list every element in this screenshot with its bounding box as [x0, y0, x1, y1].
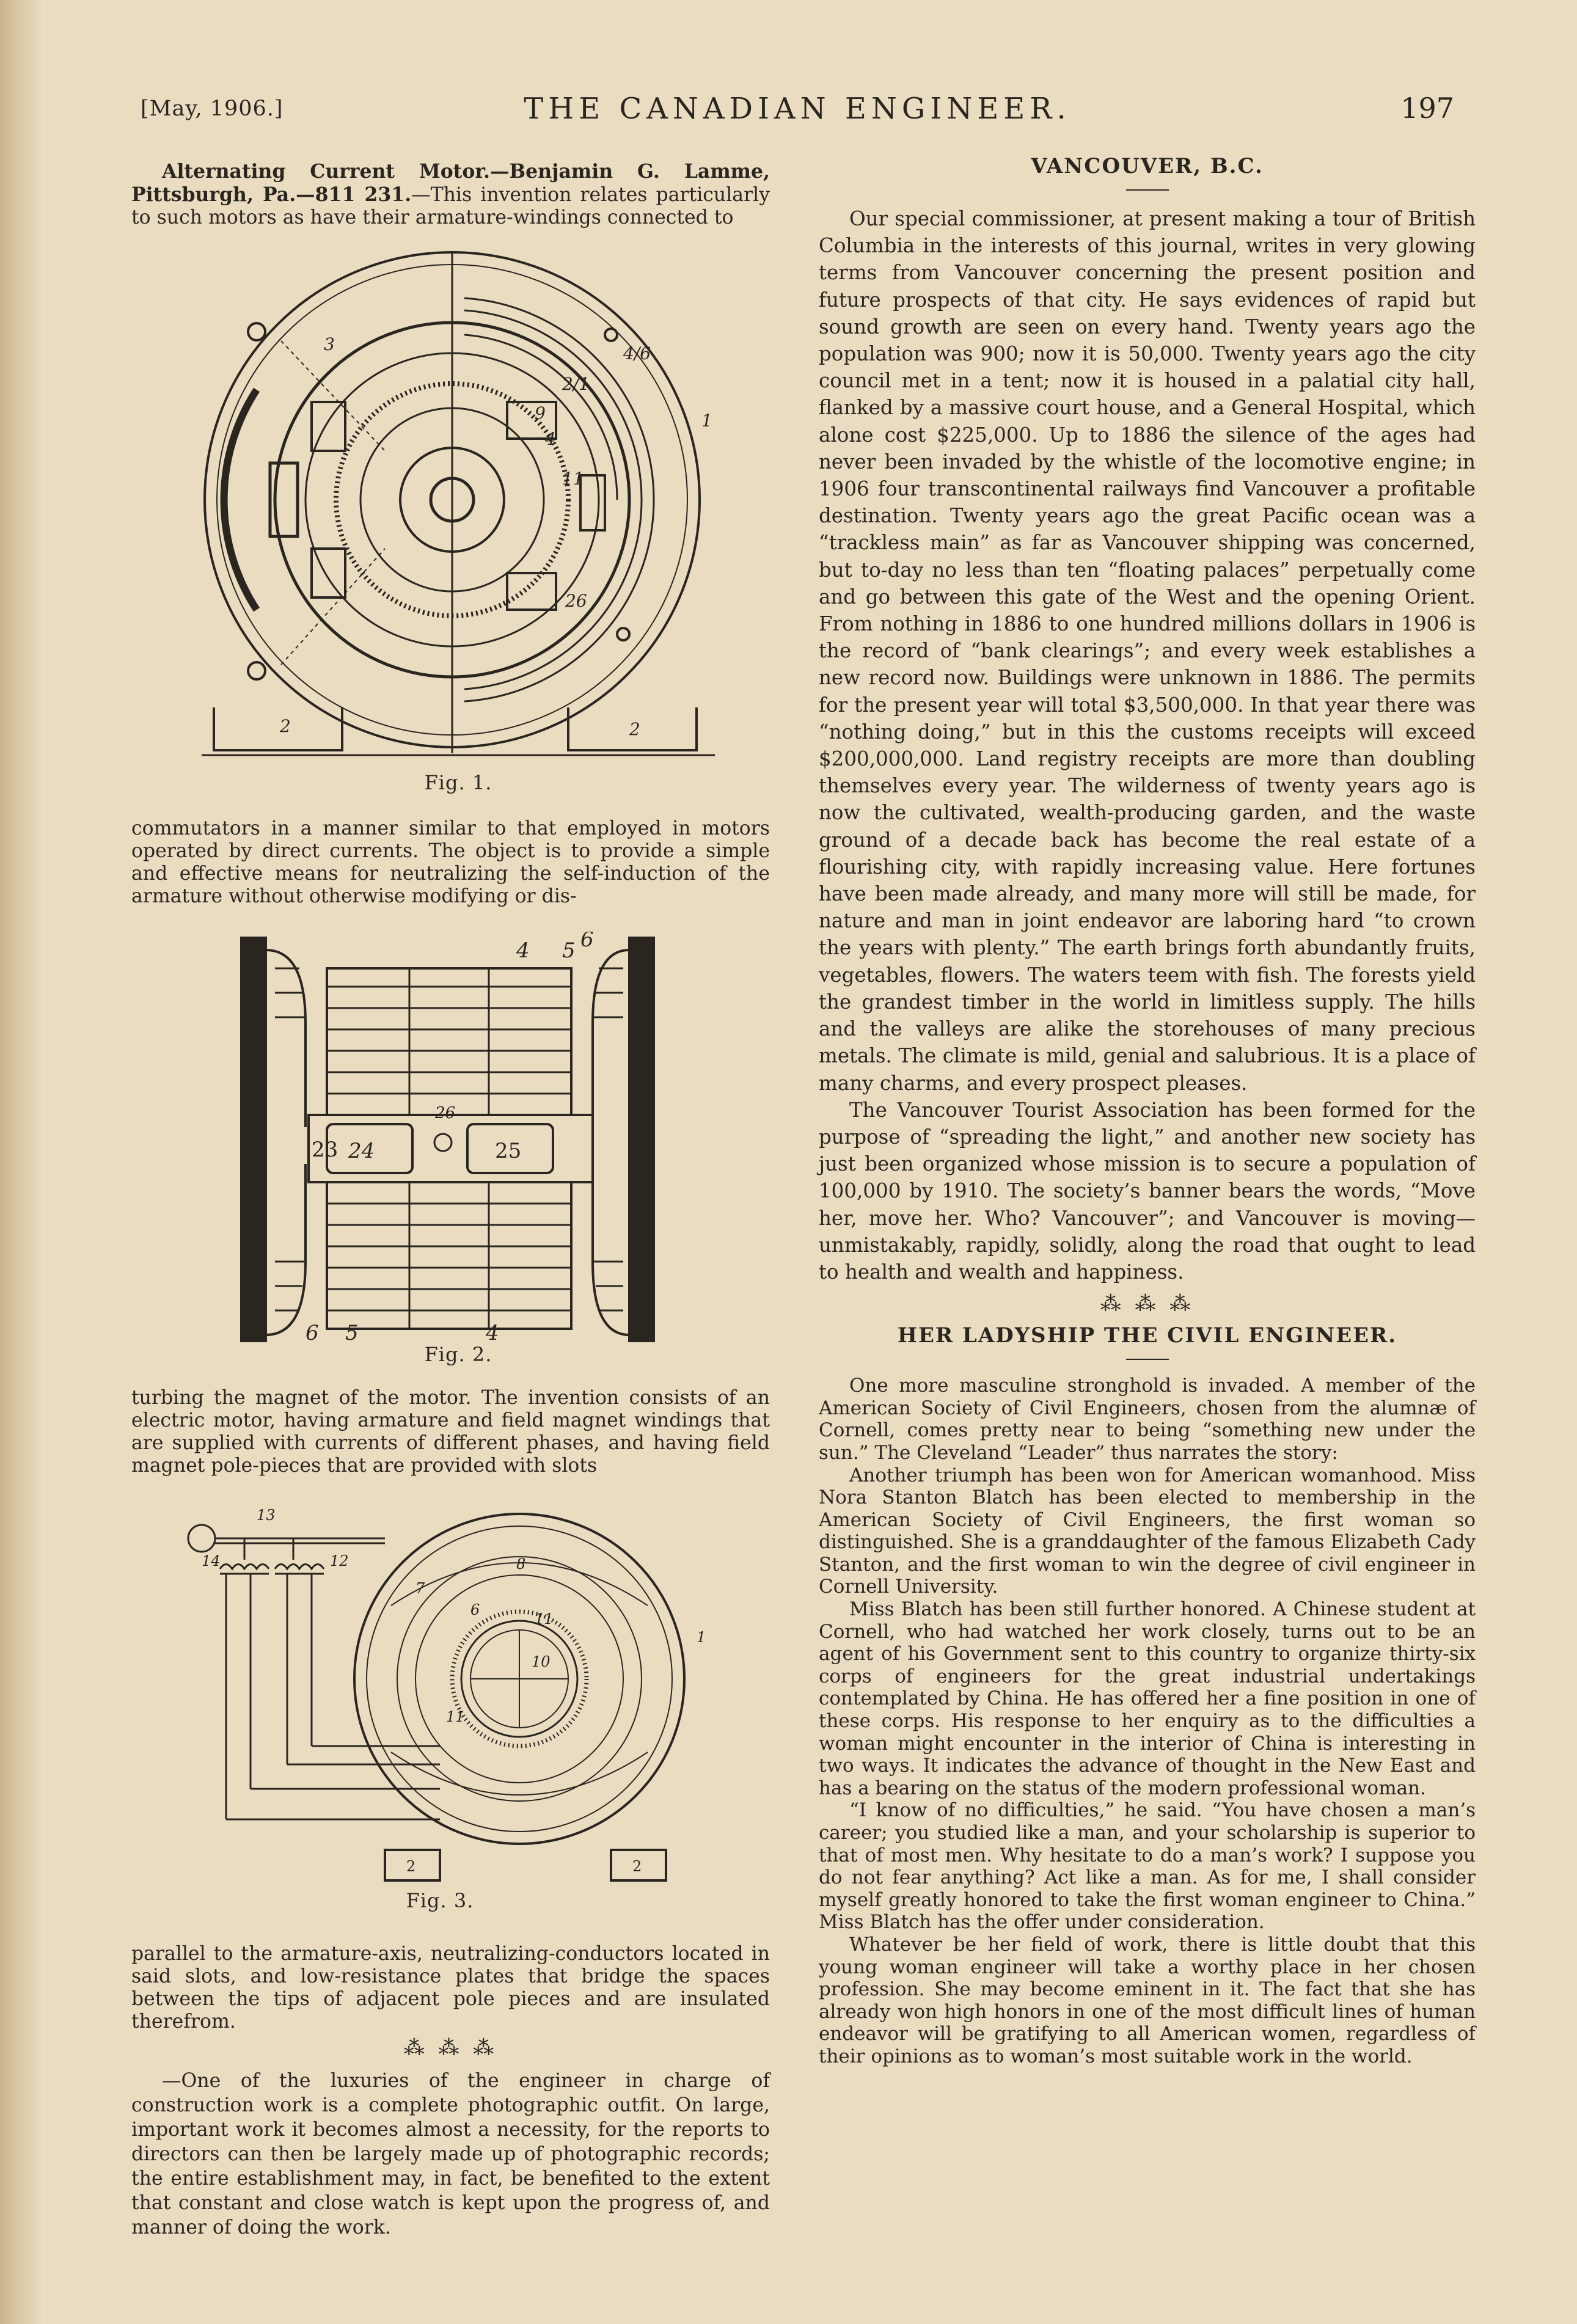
vancouver-paragraph-1: Our special commissioner, at present making a tour of British Columbia in the interests of this journal, writes in very glowing terms from Vancouver concerning the present position and future prospects of that city. He says evidences of rapid but sound growth are seen on every hand. Twenty years ago the population was 900; now it is 50,000. Twenty years ago the city council met in a tent; now it is housed in a palatial city hall, flanked by a massive court house, and a General Hospital, which alone cost $225,000. Up to 1886 the silence of the ages had never been invaded by the whistle of the locomotive engine; in 1906 four transcontinental railways find Vancouver a profitable destination. Twenty years ago the great Pacific ocean was a “trackless main” as far as Vancouver shipping was concerned, but to-day no less than ten “floating palaces” perpetually come and go between this gate of the West and the opening Orient. From nothing in 1886 to one hundred millions dollars in 1906 is the record of “bank clearings”; and every week establishes a new record now. Buildings were unknown in 1886. The permits for the present year will total $3,500,000. In that year there was “nothing doing,” but in this the customs receipts will exceed $200,000,000. Land registry receipts are more than doubling themselves every year. The wilderness of twenty years ago is now the cultivated, wealth-producing garden, and the waste ground of a decade back has become the real estate of a flourishing city, with rapidly increasing value. Here fortunes have been made already, and many more will still be made, for nature and man in joint endeavor are laboring hard “to crown the years with plenty.” The earth brings forth abundantly fruits, vegetables, flowers. The waters teem with fish. The forests yield the grandest timber in the world in limitless supply. The hills and the valleys are alike the storehouses of many precious metals. The climate is mild, genial and salubrious. It is a place of many charms, and every prospect pleases.	[819, 207, 1476, 1095]
fig2-label: 23	[312, 1138, 338, 1162]
fig1-label: 2	[280, 716, 291, 736]
section-ornament: ⁂ ⁂ ⁂	[1100, 1292, 1195, 1317]
ladyship-heading: HER LADYSHIP THE CIVIL ENGINEER.	[897, 1323, 1397, 1348]
left-column-block-4	[131, 1943, 770, 2240]
section-ornament: ⁂ ⁂ ⁂	[403, 2036, 498, 2060]
fig2-label: 24	[348, 1139, 375, 1163]
fig2-label: 26	[435, 1104, 456, 1122]
fig2-label: 4	[486, 1321, 499, 1345]
fig2-label: 5	[345, 1321, 359, 1345]
right-column	[819, 154, 1476, 2068]
fig3-label: 1	[697, 1629, 706, 1646]
patent-paragraph-2: commutators in a manner similar to that employed in motors operated by direct currents. The object is to provide a simple and effective means for neutralizing the self-induction of the armature without otherwise modifying or dis-	[131, 817, 770, 907]
fig2-label: 6	[580, 932, 594, 952]
patent-title: Alternating Current Motor.—Benjamin G. Lamme, Pittsburgh, Pa.—811 231.	[131, 160, 770, 206]
fig1-label: 2	[629, 719, 640, 739]
patent-paragraph-3: turbing the magnet of the motor. The invention consists of an electric motor, having armature and field magnet windings that are supplied with currents of different phases, and having field magnet pole-pieces that are provided with slots	[131, 1387, 770, 1477]
running-header	[141, 92, 1454, 134]
ladyship-paragraph-2: Another triumph has been won for American womanhood. Miss Nora Stanton Blatch has been elected to membership in the American Society of Civil Engineers, the first woman so distinguished. She is a granddaughter of the famous Elizabeth Cady Stanton, and the first woman to win the degree of civil engineer in Cornell University.	[819, 1464, 1476, 1598]
fig1-label: 9	[535, 403, 546, 423]
fig3-label: 2	[632, 1858, 642, 1875]
vancouver-heading: VANCOUVER, B.C.	[1031, 154, 1264, 178]
fig3-label: 7	[415, 1580, 425, 1597]
fig1-label: 2/1	[562, 374, 590, 394]
patent-paragraph-1	[131, 160, 770, 229]
ladyship-paragraph-1: One more masculine stronghold is invaded. A member of the American Society of Civil Engineers, chosen from the alumnæ of Cornell, comes pretty near to being “something new under the sun.” The Cleveland “Leader” thus narrates the story:	[819, 1375, 1476, 1464]
figure-1-motor-drawing	[202, 243, 715, 766]
ladyship-paragraph-4: “I know of no difficulties,” he said. “You have chosen a man’s career; you studied like a man, and your scholarship is superior to that of most men. Why hesitate to do a man’s work? I suppose you do not fear anything? Act like a man. As for me, I shall consider myself greatly honored to take the first woman engineer to China.” Miss Blatch has the offer under consideration.	[819, 1799, 1476, 1934]
figure-2-armature-drawing	[238, 932, 666, 1347]
ladyship-paragraph-3: Miss Blatch has been still further honored. A Chinese student at Cornell, who had watched her work closely, turns out to be an agent of his Government sent to this country to organize thirty-six corps of engineers for the great industrial undertakings contemplated by China. He has offered her a fine position in one of these corps. His response to her enquiry as to the difficulties a woman might encounter in the interior of China is interesting in two ways. It indicates the advance of thought in the New East and has a bearing on the status of the modern professional woman.	[819, 1598, 1476, 1799]
fig3-label: 11	[446, 1708, 465, 1725]
figure-1-caption: Fig. 1.	[424, 771, 492, 794]
page-number: 197	[1400, 92, 1454, 125]
patent-text-1: —This invention relates particularly to such motors as have their armature-windings connected to	[131, 184, 770, 228]
fig2-label: 25	[495, 1139, 522, 1163]
vancouver-paragraph-2: The Vancouver Tourist Association has been formed for the purpose of “spreading the light,” and another new society has just been organized whose mission is to secure a population of 100,000 by 1910. The society’s banner bears the words, “Move her, move her. Who? Vancouver”; and Vancouver is moving—unmistakably, rapidly, solidly, along the road that ought to lead to health and wealth and happiness.	[819, 1098, 1476, 1284]
luxuries-paragraph: —One of the luxuries of the engineer in charge of construction work is a complete photographic outfit. On large, important work it becomes almost a necessity, for the reports to directors can then be largely made up of photographic records; the entire establishment may, in fact, be benefited to the extent that constant and close watch is kept upon the progress of, and manner of doing the work.	[131, 2070, 770, 2238]
fig1-label: 4	[545, 429, 556, 449]
fig2-label: 4	[516, 938, 530, 963]
figure-3-wiring-diagram	[183, 1508, 721, 1887]
page-gutter-shadow	[0, 0, 43, 2324]
fig1-label: 26	[565, 591, 587, 611]
fig1-label: 1	[701, 411, 712, 431]
figure-2-caption: Fig. 2.	[424, 1343, 492, 1366]
heading-rule	[1126, 189, 1169, 191]
fig3-label: 2	[406, 1858, 416, 1875]
left-column-block-2	[131, 817, 770, 908]
fig3-label: 8	[516, 1555, 526, 1573]
header-date: [May, 1906.]	[141, 97, 284, 121]
fig3-label: 10	[532, 1653, 551, 1670]
fig2-label: 5	[562, 938, 576, 963]
ladyship-paragraph-5: Whatever be her field of work, there is little doubt that this young woman engineer will take a worthy place in her chosen profession. She may become eminent in it. The fact that she has already won high honors in one of the most difficult lines of human endeavor will be gratifying to all American women, regardless of their opinions as to woman’s most suitable work in the world.	[819, 1933, 1476, 2067]
fig3-label: 14	[202, 1552, 221, 1569]
figure-3-caption: Fig. 3.	[406, 1889, 474, 1912]
fig1-label: 11	[562, 469, 584, 489]
fig3-label: 12	[330, 1552, 349, 1569]
fig3-label: 11	[535, 1610, 554, 1628]
left-column	[131, 160, 770, 229]
left-column-block-3	[131, 1387, 770, 1477]
fig2-label: 6	[306, 1321, 319, 1345]
heading-rule	[1126, 1359, 1169, 1360]
fig3-label: 6	[470, 1601, 480, 1618]
fig1-label: 3	[324, 334, 335, 354]
fig3-label: 13	[257, 1508, 276, 1524]
fig1-label: 4/6	[623, 343, 651, 364]
patent-paragraph-4: parallel to the armature-axis, neutralizing-conductors located in said slots, and low-resistance plates that bridge the spaces between the tips of adjacent pole pieces and are insulated therefrom.	[131, 1943, 770, 2033]
journal-title: THE CANADIAN ENGINEER.	[524, 92, 1071, 126]
